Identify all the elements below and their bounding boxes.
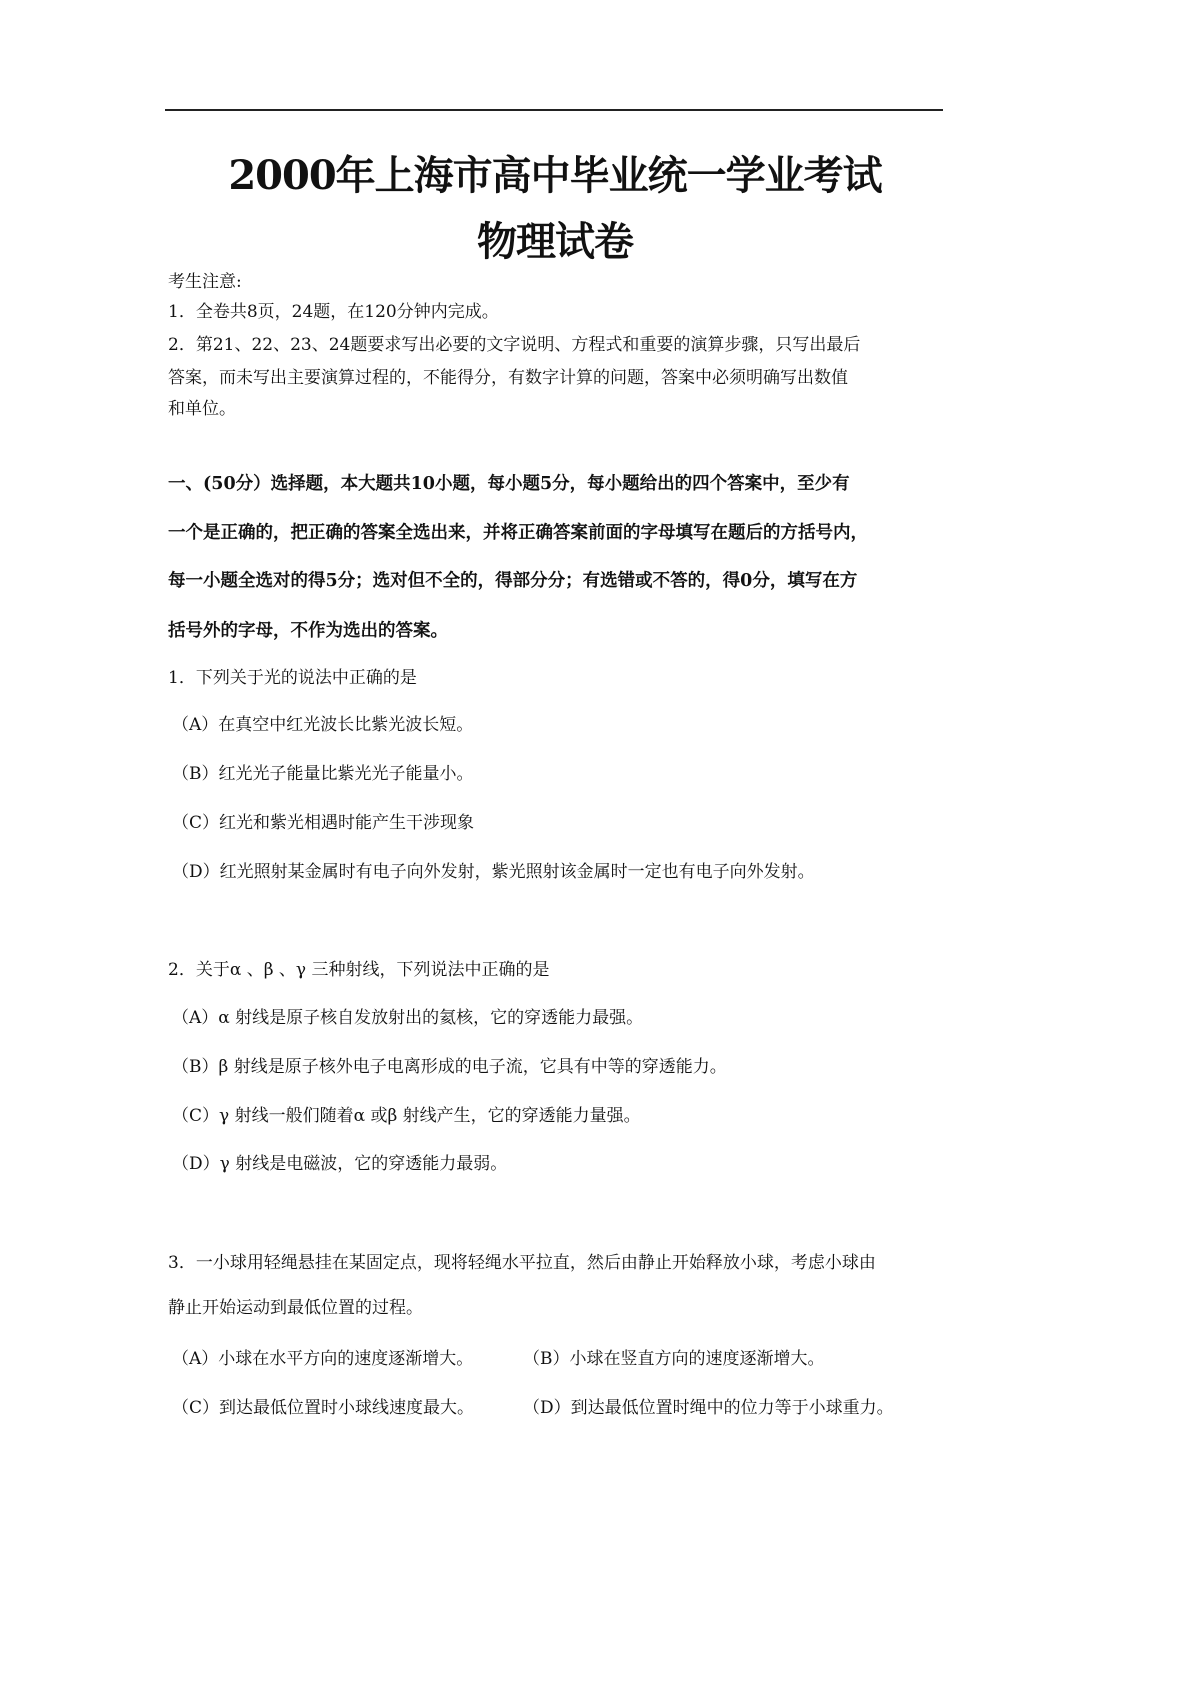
question-option: （C）到达最低位置时小球线速度最大。 <box>172 1398 475 1418</box>
notice-line: 1．全卷共8页，24题，在120分钟内完成。 <box>168 302 499 322</box>
question-option: （D）红光照射某金属时有电子向外发射，紫光照射该金属时一定也有电子向外发射。 <box>172 862 815 882</box>
notice-line: 2．第21、22、23、24题要求写出必要的文字说明、方程式和重要的演算步骤，只写出最后 <box>168 335 861 355</box>
notice-line: 和单位。 <box>168 399 236 419</box>
question-option: （A）α 射线是原子核自发放射出的氦核，它的穿透能力最强。 <box>172 1008 644 1028</box>
question-stem: 静止开始运动到最低位置的过程。 <box>168 1298 423 1318</box>
question-stem: 2．关于α 、β 、γ 三种射线，下列说法中正确的是 <box>168 960 550 980</box>
question-option: （B）β 射线是原子核外电子电离形成的电子流，它具有中等的穿透能力。 <box>172 1057 727 1077</box>
exam-subtitle: 物理试卷 <box>477 218 633 265</box>
question-option: （A）在真空中红光波长比紫光波长短。 <box>172 715 474 735</box>
question-option: （A）小球在水平方向的速度逐渐增大。 <box>172 1349 474 1369</box>
section-instructions: 一个是正确的，把正确的答案全选出来，并将正确答案前面的字母填写在题后的方括号内， <box>168 523 868 543</box>
question-option: （D）γ 射线是电磁波，它的穿透能力最弱。 <box>172 1154 508 1174</box>
question-option: （C）红光和紫光相遇时能产生干涉现象 <box>172 813 475 833</box>
question-option: （C）γ 射线一般们随着α 或β 射线产生，它的穿透能力量强。 <box>172 1106 641 1126</box>
notice-line: 答案，而未写出主要演算过程的，不能得分，有数字计算的问题，答案中必须明确写出数值 <box>168 368 848 388</box>
section-instructions: 括号外的字母，不作为选出的答案。 <box>168 621 448 641</box>
question-stem: 3．一小球用轻绳悬挂在某固定点，现将轻绳水平拉直，然后由静止开始释放小球，考虑小球由 <box>168 1253 876 1273</box>
question-option: （B）小球在竖直方向的速度逐渐增大。 <box>523 1349 825 1369</box>
exam-title: 2000年上海市高中毕业统一学业考试 <box>228 152 882 199</box>
section-instructions: 一、(50分）选择题，本大题共10小题，每小题5分，每小题给出的四个答案中，至少有 <box>168 474 850 494</box>
top-rule <box>165 109 943 111</box>
question-option: （D）到达最低位置时绳中的位力等于小球重力。 <box>523 1398 894 1418</box>
section-instructions: 每一小题全选对的得5分；选对但不全的，得部分分；有选错或不答的，得0分，填写在方 <box>168 571 858 591</box>
notice-heading: 考生注意: <box>168 272 242 292</box>
question-option: （B）红光光子能量比紫光光子能量小。 <box>172 764 474 784</box>
question-stem: 1．下列关于光的说法中正确的是 <box>168 668 417 688</box>
